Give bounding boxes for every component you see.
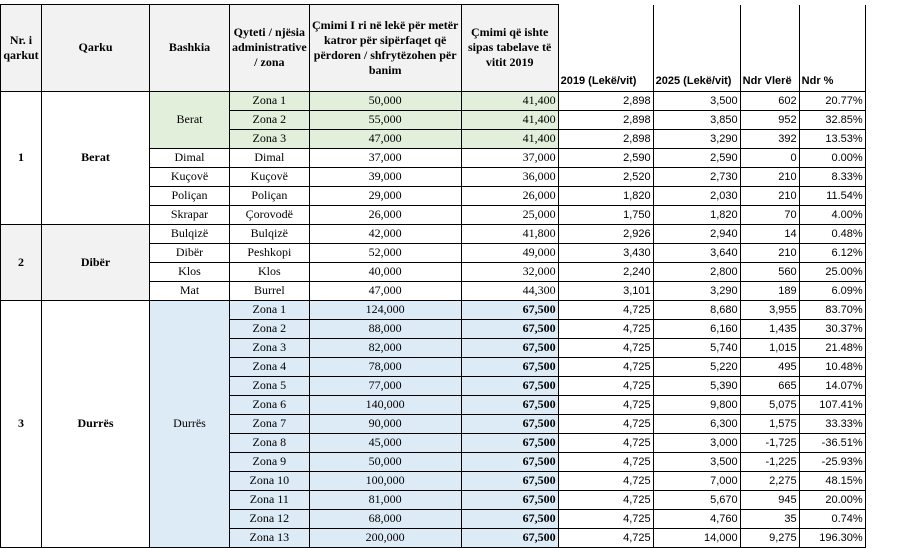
diff-value: 189 <box>740 281 799 300</box>
value-2025: 3,500 <box>653 91 740 110</box>
zone-name: Zona 8 <box>230 433 310 452</box>
bashkia-name: Klos <box>150 262 230 281</box>
zone-name: Kuçovë <box>230 167 310 186</box>
price-2019: 67,500 <box>461 452 558 471</box>
bashkia-name: Bulqizë <box>150 224 230 243</box>
price-2019: 67,500 <box>461 357 558 376</box>
value-2025: 5,220 <box>653 357 740 376</box>
price-2019: 67,500 <box>461 490 558 509</box>
price-2019: 67,500 <box>461 395 558 414</box>
diff-value: 665 <box>740 376 799 395</box>
value-2025: 2,030 <box>653 186 740 205</box>
bashkia-name: Kuçovë <box>150 167 230 186</box>
region-name: Durrës <box>42 300 150 547</box>
value-2019: 2,898 <box>558 129 653 148</box>
price-2019: 67,500 <box>461 471 558 490</box>
value-2025: 2,590 <box>653 148 740 167</box>
price-2019: 67,500 <box>461 414 558 433</box>
diff-percent: 8.33% <box>799 167 865 186</box>
zone-name: Zona 2 <box>230 319 310 338</box>
zone-name: Zona 2 <box>230 110 310 129</box>
value-2019: 2,926 <box>558 224 653 243</box>
new-price: 68,000 <box>309 509 461 528</box>
diff-percent: 83.70% <box>799 300 865 319</box>
value-2019: 1,820 <box>558 186 653 205</box>
table-row <box>1 91 866 110</box>
diff-percent: 6.09% <box>799 281 865 300</box>
bashkia-name: Skrapar <box>150 205 230 224</box>
price-2019: 41,400 <box>461 129 558 148</box>
value-2025: 7,000 <box>653 471 740 490</box>
bashkia-name: Dibër <box>150 243 230 262</box>
diff-value: 945 <box>740 490 799 509</box>
price-2019: 44,300 <box>461 281 558 300</box>
new-price: 37,000 <box>309 148 461 167</box>
header-ndr-vlere: Ndr Vlerë <box>740 5 799 92</box>
zone-name: Zona 1 <box>230 300 310 319</box>
value-2019: 4,725 <box>558 433 653 452</box>
diff-value: 602 <box>740 91 799 110</box>
new-price: 82,000 <box>309 338 461 357</box>
diff-percent: 21.48% <box>799 338 865 357</box>
bashkia-name: Durrës <box>150 300 230 547</box>
value-2019: 4,725 <box>558 338 653 357</box>
header-ndr-pct: Ndr % <box>799 5 865 92</box>
price-2019: 49,000 <box>461 243 558 262</box>
value-2019: 4,725 <box>558 414 653 433</box>
diff-percent: 33.33% <box>799 414 865 433</box>
zone-name: Dimal <box>230 148 310 167</box>
price-2019: 25,000 <box>461 205 558 224</box>
value-2025: 3,640 <box>653 243 740 262</box>
zone-name: Zona 3 <box>230 129 310 148</box>
value-2025: 2,730 <box>653 167 740 186</box>
new-price: 77,000 <box>309 376 461 395</box>
diff-percent: 107.41% <box>799 395 865 414</box>
price-2019: 67,500 <box>461 528 558 547</box>
zone-name: Poliçan <box>230 186 310 205</box>
price-2019: 32,000 <box>461 262 558 281</box>
price-2019: 67,500 <box>461 300 558 319</box>
zone-name: Çorovodë <box>230 205 310 224</box>
diff-value: 210 <box>740 243 799 262</box>
table-row <box>1 300 866 319</box>
zone-name: Zona 6 <box>230 395 310 414</box>
new-price: 81,000 <box>309 490 461 509</box>
price-2019: 36,000 <box>461 167 558 186</box>
price-2019: 41,800 <box>461 224 558 243</box>
header-2019: 2019 (Lekë/vit) <box>558 5 653 92</box>
diff-percent: 14.07% <box>799 376 865 395</box>
value-2019: 4,725 <box>558 490 653 509</box>
bashkia-name: Poliçan <box>150 186 230 205</box>
new-price: 90,000 <box>309 414 461 433</box>
zone-name: Zona 11 <box>230 490 310 509</box>
price-2019: 37,000 <box>461 148 558 167</box>
diff-percent: 11.54% <box>799 186 865 205</box>
price-2019: 26,000 <box>461 186 558 205</box>
diff-value: 1,575 <box>740 414 799 433</box>
price-2019: 67,500 <box>461 319 558 338</box>
value-2025: 2,940 <box>653 224 740 243</box>
value-2019: 4,725 <box>558 395 653 414</box>
diff-value: 1,435 <box>740 319 799 338</box>
value-2025: 3,000 <box>653 433 740 452</box>
new-price: 200,000 <box>309 528 461 547</box>
diff-value: 210 <box>740 186 799 205</box>
value-2019: 3,101 <box>558 281 653 300</box>
new-price: 45,000 <box>309 433 461 452</box>
diff-value: 5,075 <box>740 395 799 414</box>
diff-value: 1,015 <box>740 338 799 357</box>
diff-percent: 20.77% <box>799 91 865 110</box>
value-2025: 3,850 <box>653 110 740 129</box>
new-price: 140,000 <box>309 395 461 414</box>
new-price: 50,000 <box>309 91 461 110</box>
diff-percent: 13.53% <box>799 129 865 148</box>
new-price: 124,000 <box>309 300 461 319</box>
header-row <box>1 5 866 92</box>
price-2019: 67,500 <box>461 433 558 452</box>
diff-value: 35 <box>740 509 799 528</box>
diff-value: -1,225 <box>740 452 799 471</box>
region-number: 1 <box>1 91 42 224</box>
diff-value: 392 <box>740 129 799 148</box>
diff-value: 3,955 <box>740 300 799 319</box>
diff-value: 2,275 <box>740 471 799 490</box>
new-price: 47,000 <box>309 129 461 148</box>
value-2019: 1,750 <box>558 205 653 224</box>
diff-percent: 0.74% <box>799 509 865 528</box>
zone-name: Zona 10 <box>230 471 310 490</box>
diff-percent: 0.00% <box>799 148 865 167</box>
diff-percent: 30.37% <box>799 319 865 338</box>
header-cmimi-ri: Çmimi I ri në lekë për metër katror për sipërfaqet që përdoren / shfrytëzohen për banim <box>309 5 461 92</box>
new-price: 47,000 <box>309 281 461 300</box>
value-2025: 9,800 <box>653 395 740 414</box>
value-2019: 4,725 <box>558 376 653 395</box>
value-2019: 4,725 <box>558 300 653 319</box>
diff-value: 495 <box>740 357 799 376</box>
diff-value: 14 <box>740 224 799 243</box>
zone-name: Zona 5 <box>230 376 310 395</box>
zone-name: Zona 1 <box>230 91 310 110</box>
diff-value: 560 <box>740 262 799 281</box>
diff-percent: -25.93% <box>799 452 865 471</box>
value-2025: 5,740 <box>653 338 740 357</box>
region-number: 2 <box>1 224 42 300</box>
bashkia-name: Dimal <box>150 148 230 167</box>
price-2019: 41,400 <box>461 91 558 110</box>
new-price: 42,000 <box>309 224 461 243</box>
price-table <box>0 4 866 548</box>
value-2025: 6,160 <box>653 319 740 338</box>
diff-percent: 48.15% <box>799 471 865 490</box>
new-price: 40,000 <box>309 262 461 281</box>
zone-name: Zona 7 <box>230 414 310 433</box>
zone-name: Peshkopi <box>230 243 310 262</box>
diff-percent: 10.48% <box>799 357 865 376</box>
price-2019: 67,500 <box>461 338 558 357</box>
bashkia-name: Mat <box>150 281 230 300</box>
new-price: 26,000 <box>309 205 461 224</box>
value-2025: 6,300 <box>653 414 740 433</box>
diff-percent: 6.12% <box>799 243 865 262</box>
price-2019: 41,400 <box>461 110 558 129</box>
diff-percent: 20.00% <box>799 490 865 509</box>
diff-value: -1,725 <box>740 433 799 452</box>
price-2019: 67,500 <box>461 509 558 528</box>
new-price: 50,000 <box>309 452 461 471</box>
value-2025: 3,500 <box>653 452 740 471</box>
header-2025: 2025 (Lekë/vit) <box>653 5 740 92</box>
header-qyteti: Qyteti / njësia administrative / zona <box>230 5 310 92</box>
diff-percent: 4.00% <box>799 205 865 224</box>
diff-percent: 32.85% <box>799 110 865 129</box>
value-2019: 2,520 <box>558 167 653 186</box>
value-2025: 2,800 <box>653 262 740 281</box>
zone-name: Zona 13 <box>230 528 310 547</box>
value-2025: 5,670 <box>653 490 740 509</box>
value-2025: 14,000 <box>653 528 740 547</box>
new-price: 29,000 <box>309 186 461 205</box>
diff-value: 9,275 <box>740 528 799 547</box>
value-2025: 8,680 <box>653 300 740 319</box>
value-2025: 1,820 <box>653 205 740 224</box>
diff-value: 0 <box>740 148 799 167</box>
value-2019: 2,590 <box>558 148 653 167</box>
region-number: 3 <box>1 300 42 547</box>
value-2019: 4,725 <box>558 452 653 471</box>
header-nr: Nr. i qarkut <box>1 5 42 92</box>
zone-name: Klos <box>230 262 310 281</box>
value-2019: 4,725 <box>558 471 653 490</box>
value-2019: 2,898 <box>558 110 653 129</box>
value-2019: 3,430 <box>558 243 653 262</box>
value-2025: 3,290 <box>653 129 740 148</box>
region-name: Dibër <box>42 224 150 300</box>
zone-name: Burrel <box>230 281 310 300</box>
value-2025: 5,390 <box>653 376 740 395</box>
value-2019: 2,240 <box>558 262 653 281</box>
new-price: 55,000 <box>309 110 461 129</box>
diff-value: 952 <box>740 110 799 129</box>
new-price: 52,000 <box>309 243 461 262</box>
diff-percent: 196.30% <box>799 528 865 547</box>
value-2019: 4,725 <box>558 319 653 338</box>
header-bashkia: Bashkia <box>150 5 230 92</box>
zone-name: Zona 9 <box>230 452 310 471</box>
new-price: 100,000 <box>309 471 461 490</box>
value-2019: 4,725 <box>558 528 653 547</box>
diff-value: 210 <box>740 167 799 186</box>
diff-percent: 25.00% <box>799 262 865 281</box>
zone-name: Zona 12 <box>230 509 310 528</box>
zone-name: Bulqizë <box>230 224 310 243</box>
new-price: 39,000 <box>309 167 461 186</box>
bashkia-name: Berat <box>150 91 230 148</box>
price-2019: 67,500 <box>461 376 558 395</box>
value-2019: 4,725 <box>558 509 653 528</box>
value-2025: 3,290 <box>653 281 740 300</box>
diff-percent: -36.51% <box>799 433 865 452</box>
region-name: Berat <box>42 91 150 224</box>
zone-name: Zona 4 <box>230 357 310 376</box>
table-row <box>1 224 866 243</box>
new-price: 78,000 <box>309 357 461 376</box>
value-2019: 2,898 <box>558 91 653 110</box>
value-2019: 4,725 <box>558 357 653 376</box>
header-qarku: Qarku <box>42 5 150 92</box>
diff-percent: 0.48% <box>799 224 865 243</box>
header-cmimi-2019: Çmimi që ishte sipas tabelave të vitit 2019 <box>461 5 558 92</box>
zone-name: Zona 3 <box>230 338 310 357</box>
new-price: 88,000 <box>309 319 461 338</box>
value-2025: 4,760 <box>653 509 740 528</box>
diff-value: 70 <box>740 205 799 224</box>
